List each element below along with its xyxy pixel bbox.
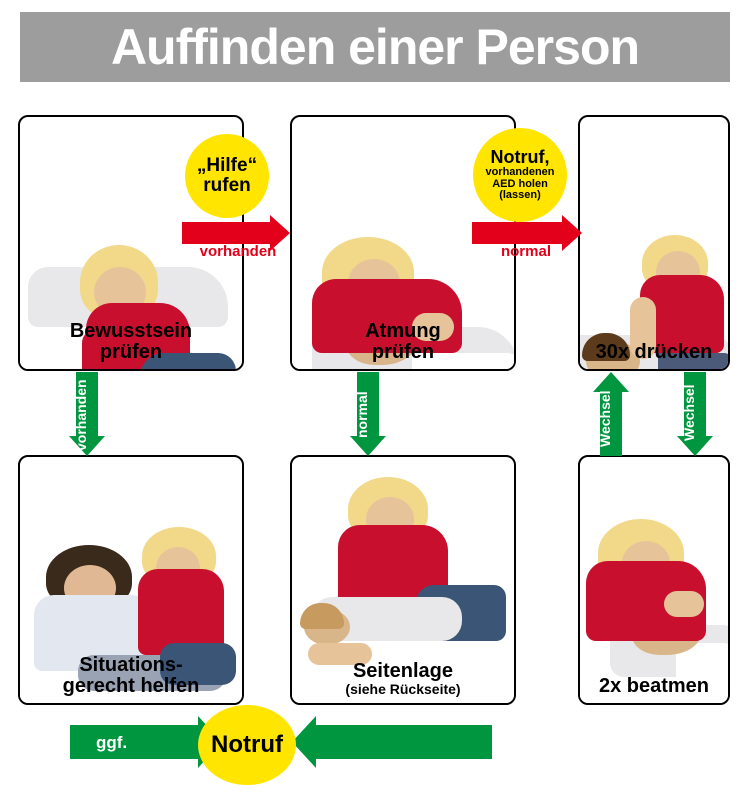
arrow-label-switch-up: Wechsel xyxy=(597,390,613,448)
arrow-label-switch-down: Wechsel xyxy=(681,384,697,442)
arrow-label-not-present: nicht vorhanden xyxy=(199,227,277,260)
arrow-label-if-needed: ggf. xyxy=(96,733,128,752)
page-header xyxy=(20,12,730,82)
caption-situational-help: Situations- gerecht helfen xyxy=(62,654,200,697)
photo-rescue-breaths xyxy=(580,457,728,703)
arrow-to-emergency-call xyxy=(292,725,492,759)
arrow-label-present: vorhanden xyxy=(73,379,89,451)
caption-compressions: 30x drücken xyxy=(595,341,713,363)
step-box-compressions xyxy=(578,115,730,371)
photo-chest-compressions xyxy=(580,117,728,369)
step-box-situational-help xyxy=(18,455,244,705)
caption-consciousness: Bewusstsein prüfen xyxy=(69,320,193,363)
arrow-label-not-normal: nicht normal xyxy=(500,227,551,260)
step-box-ventilation xyxy=(578,455,730,705)
arrow-label-normal: normal xyxy=(354,391,370,439)
step-box-recovery-position xyxy=(290,455,516,705)
caption-breathing: Atmung prüfen xyxy=(365,320,441,363)
caption-recovery-position: Seitenlage (siehe Rückseite) xyxy=(345,660,461,698)
callout-call-for-help: „Hilfe“ rufen xyxy=(185,134,269,218)
callout-emergency-call: Notruf xyxy=(198,705,296,785)
page-title: Auffinden einer Person xyxy=(110,19,640,75)
callout-emergency-call-aed: Notruf, vorhandenen AED holen (lassen) xyxy=(473,128,567,222)
caption-ventilation: 2x beatmen xyxy=(598,675,710,697)
